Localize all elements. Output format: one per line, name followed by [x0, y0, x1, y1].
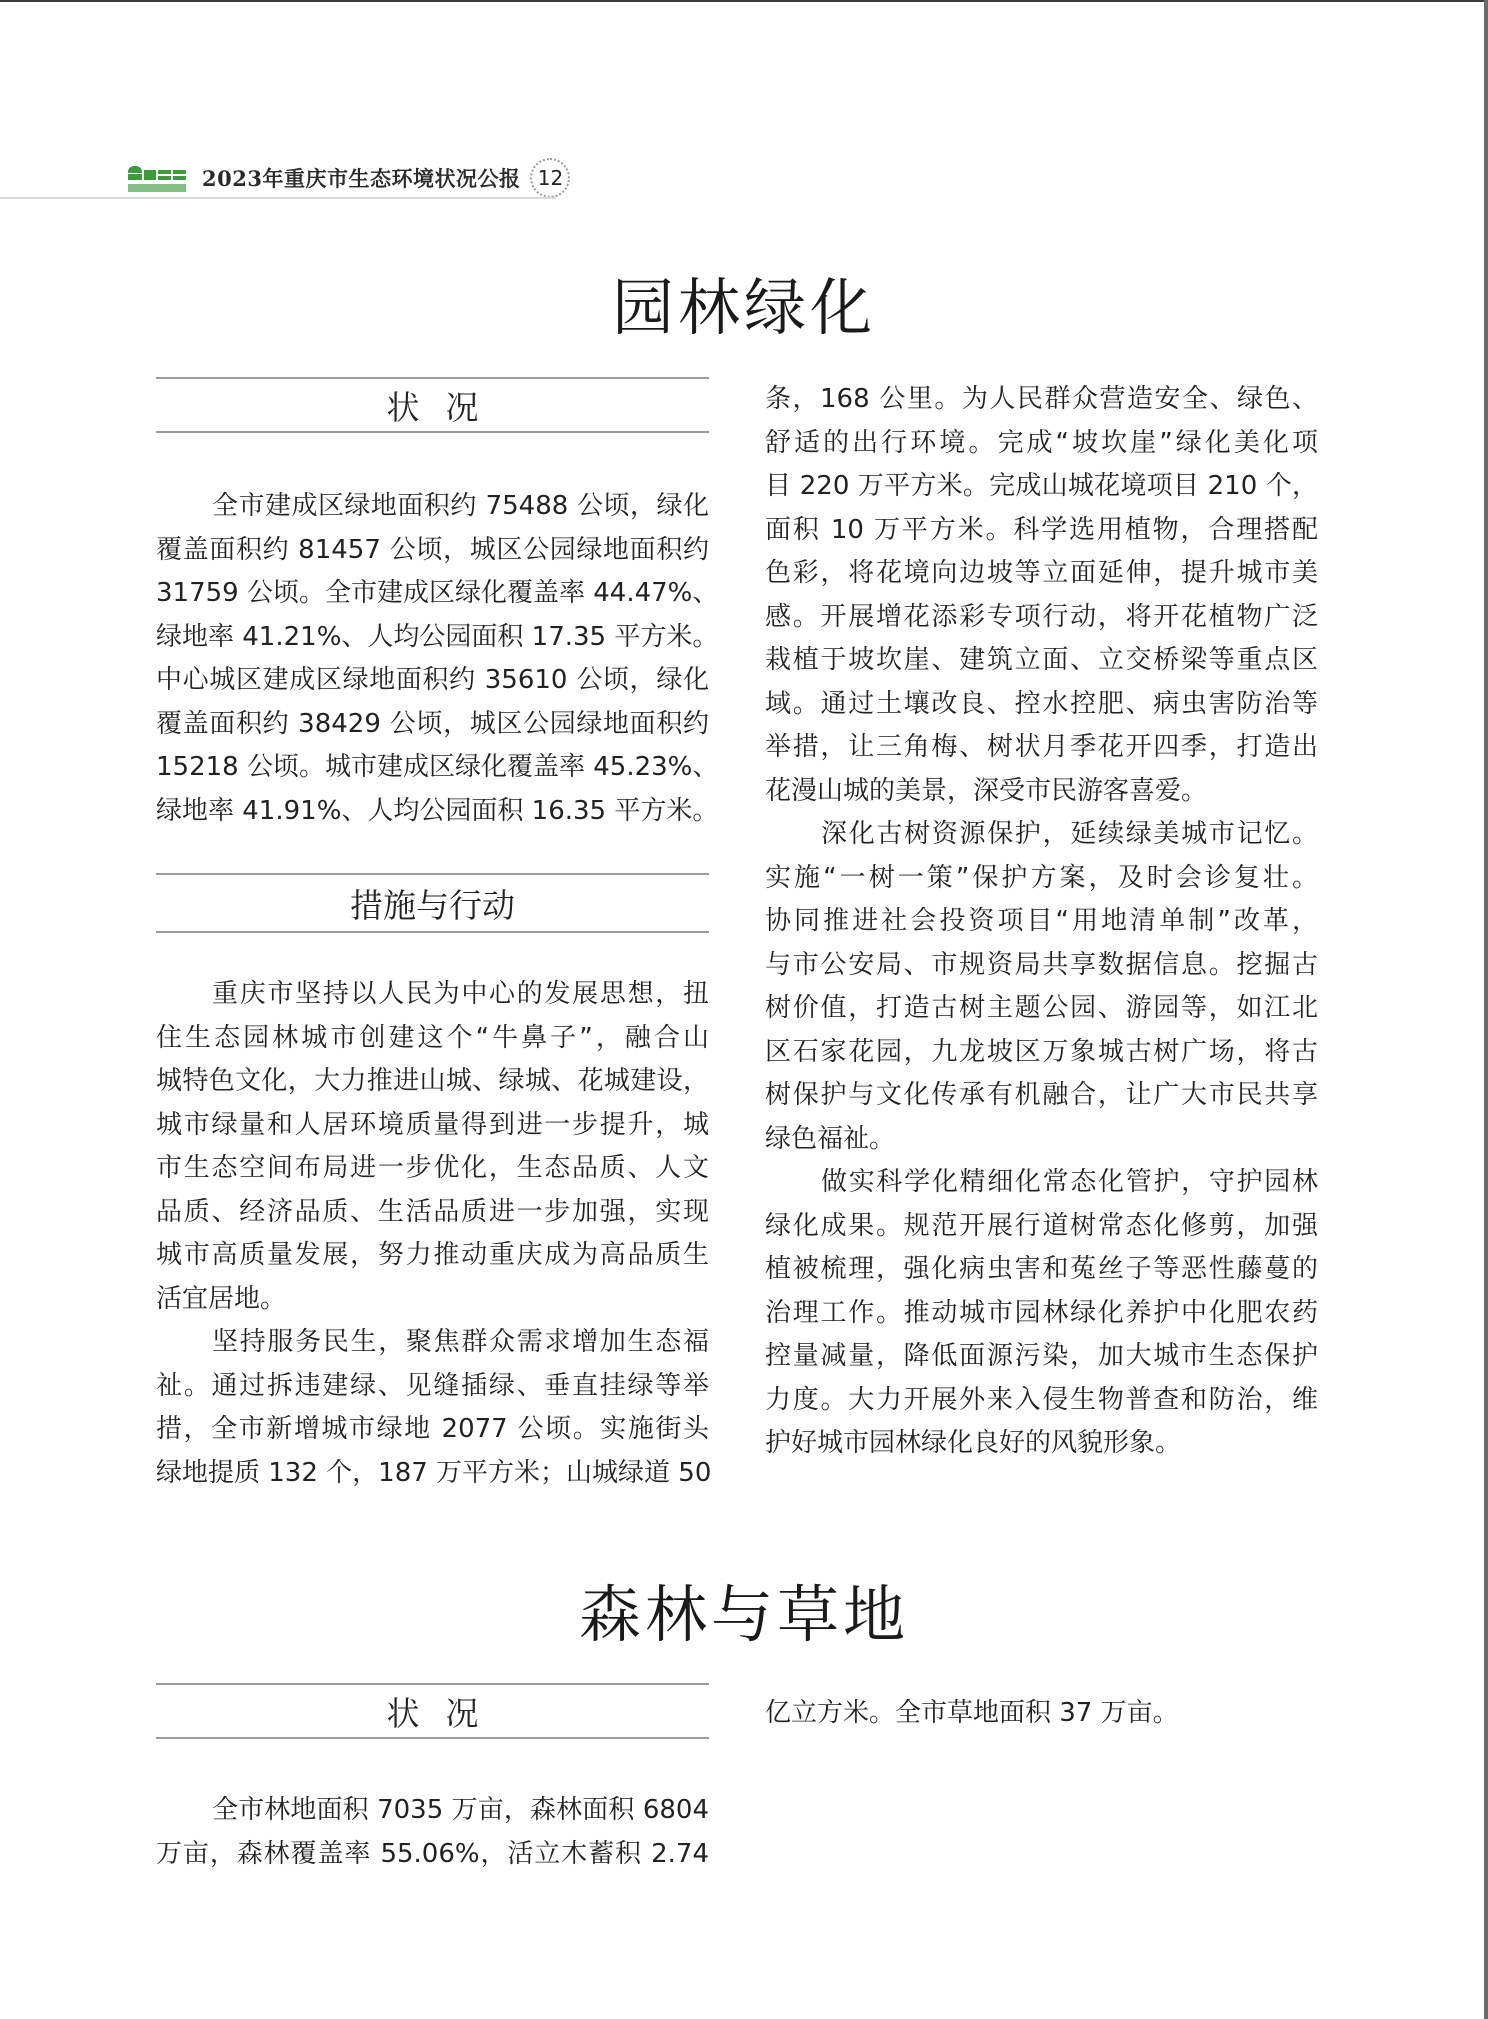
text-line: 活宜居地。 — [156, 1283, 287, 1314]
measures-paragraph-2-continued — [765, 378, 1318, 813]
subheading-status: 状况 — [156, 377, 709, 433]
text-line: 协同推进社会投资项目“用地清单制”改革， — [765, 906, 1318, 936]
text-line: 31759 公顷。全市建成区绿化覆盖率 44.47%、 — [156, 578, 719, 608]
page-number: 12 — [537, 166, 564, 190]
text-line: 绿地率 41.91%、人均公园面积 16.35 平方米。 — [156, 795, 719, 826]
text-line: 城特色文化，大力推进山城、绿城、花城建设， — [156, 1066, 709, 1096]
text-line: 绿地率 41.21%、人均公园面积 17.35 平方米。 — [156, 621, 719, 652]
running-header — [126, 158, 570, 198]
text-line: 栽植于坡坎崖、建筑立面、立交桥梁等重点区 — [765, 645, 1318, 675]
right-column — [765, 378, 1318, 1466]
text-line: 城市高质量发展，努力推动重庆成为高品质生 — [156, 1240, 709, 1270]
measures-paragraph-2-start — [156, 1321, 712, 1495]
text-line: 全市林地面积 7035 万亩，森林面积 6804 — [212, 1795, 709, 1825]
text-line: 面积 10 万平方米。科学选用植物，合理搭配 — [765, 514, 1318, 545]
forest-status-paragraph — [156, 1789, 709, 1876]
forest-right-column — [765, 1692, 1318, 1736]
measures-paragraph-1 — [156, 973, 709, 1321]
text-line: 治理工作。推动城市园林绿化养护中化肥农药 — [765, 1297, 1318, 1328]
text-line: 城市绿量和人居环境质量得到进一步提升，城 — [156, 1109, 709, 1140]
subheading-measures: 措施与行动 — [156, 873, 709, 933]
text-line: 市生态空间布局进一步优化，生态品质、人文 — [156, 1153, 709, 1183]
text-line: 覆盖面积约 38429 公顷，城区公园绿地面积约 — [156, 708, 709, 739]
text-line: 绿化成果。规范开展行道树常态化修剪，加强 — [765, 1210, 1318, 1241]
publication-title: 2023年重庆市生态环境状况公报 — [202, 166, 521, 191]
text-line: 目 220 万平方米。完成山城花境项目 210 个， — [765, 471, 1318, 501]
text-line: 护好城市园林绿化良好的风貌形象。 — [765, 1428, 1182, 1458]
text-line: 植被梳理，强化病虫害和菟丝子等恶性藤蔓的 — [765, 1254, 1318, 1284]
text-line: 住生态园林城市创建这个“牛鼻子”，融合山 — [156, 1022, 709, 1053]
forest-left-column — [156, 1683, 709, 1876]
text-line: 覆盖面积约 81457 公顷，城区公园绿地面积约 — [156, 534, 709, 565]
section-title-landscaping: 园林绿化 — [611, 271, 876, 344]
text-line: 色彩，将花境向边坡等立面延伸，提升城市美 — [765, 558, 1318, 588]
text-line: 15218 公顷。城市建成区绿化覆盖率 45.23%、 — [156, 752, 719, 782]
section-title-forest-grassland: 森林与草地 — [578, 1578, 909, 1651]
left-column — [156, 377, 719, 1495]
measures-paragraph-3 — [765, 813, 1318, 1161]
text-line: 感。开展增花添彩专项行动，将开花植物广泛 — [765, 601, 1318, 632]
text-line: 坚持服务民生，聚焦群众需求增加生态福 — [212, 1327, 709, 1357]
text-line: 重庆市坚持以人民为中心的发展思想，扭 — [212, 979, 709, 1009]
logo-icon — [126, 162, 188, 194]
text-line: 绿地提质 132 个，187 万平方米；山城绿道 50 — [156, 1457, 712, 1488]
text-line: 亿立方米。全市草地面积 37 万亩。 — [765, 1698, 1179, 1728]
text-line: 树价值，打造古树主题公园、游园等，如江北 — [765, 993, 1318, 1023]
measures-paragraph-4 — [765, 1161, 1318, 1466]
status-paragraph — [156, 485, 719, 833]
text-line: 与市公安局、市规资局共享数据信息。挖掘古 — [765, 949, 1318, 980]
page-top-border — [0, 0, 1488, 2]
text-line: 中心城区建成区绿地面积约 35610 公顷，绿化 — [156, 665, 709, 695]
text-line: 条，168 公里。为人民群众营造安全、绿色、 — [765, 384, 1318, 414]
text-line: 深化古树资源保护，延续绿美城市记忆。 — [821, 819, 1318, 849]
text-line: 花漫山城的美景，深受市民游客喜爱。 — [765, 775, 1208, 806]
subheading-forest-status: 状况 — [156, 1683, 709, 1739]
text-line: 做实科学化精细化常态化管护，守护园林 — [821, 1167, 1318, 1197]
forest-status-paragraph-continued — [765, 1692, 1318, 1736]
text-line: 舒适的出行环境。完成“坡坎崖”绿化美化项 — [765, 427, 1318, 458]
text-line: 实施“一树一策”保护方案，及时会诊复壮。 — [765, 862, 1318, 893]
text-line: 域。通过土壤改良、控水控肥、病虫害防治等 — [765, 688, 1318, 719]
text-line: 措，全市新增城市绿地 2077 公顷。实施街头 — [156, 1414, 709, 1444]
header-rule — [0, 197, 556, 199]
text-line: 树保护与文化传承有机融合，让广大市民共享 — [765, 1080, 1318, 1110]
text-line: 全市建成区绿地面积约 75488 公顷，绿化 — [212, 491, 709, 521]
text-line: 祉。通过拆违建绿、见缝插绿、垂直挂绿等举 — [156, 1370, 709, 1401]
text-line: 万亩，森林覆盖率 55.06%，活立木蓄积 2.74 — [156, 1838, 709, 1869]
page-number-badge — [530, 158, 570, 198]
text-line: 控量减量，降低面源污染，加大城市生态保护 — [765, 1341, 1318, 1371]
text-line: 力度。大力开展外来入侵生物普查和防治，维 — [765, 1384, 1318, 1415]
text-line: 区石家花园，九龙坡区万象城古树广场，将古 — [765, 1036, 1318, 1067]
text-line: 绿色福祉。 — [765, 1123, 896, 1154]
text-line: 品质、经济品质、生活品质进一步加强，实现 — [156, 1196, 709, 1227]
text-line: 举措，让三角梅、树状月季花开四季，打造出 — [765, 732, 1318, 762]
